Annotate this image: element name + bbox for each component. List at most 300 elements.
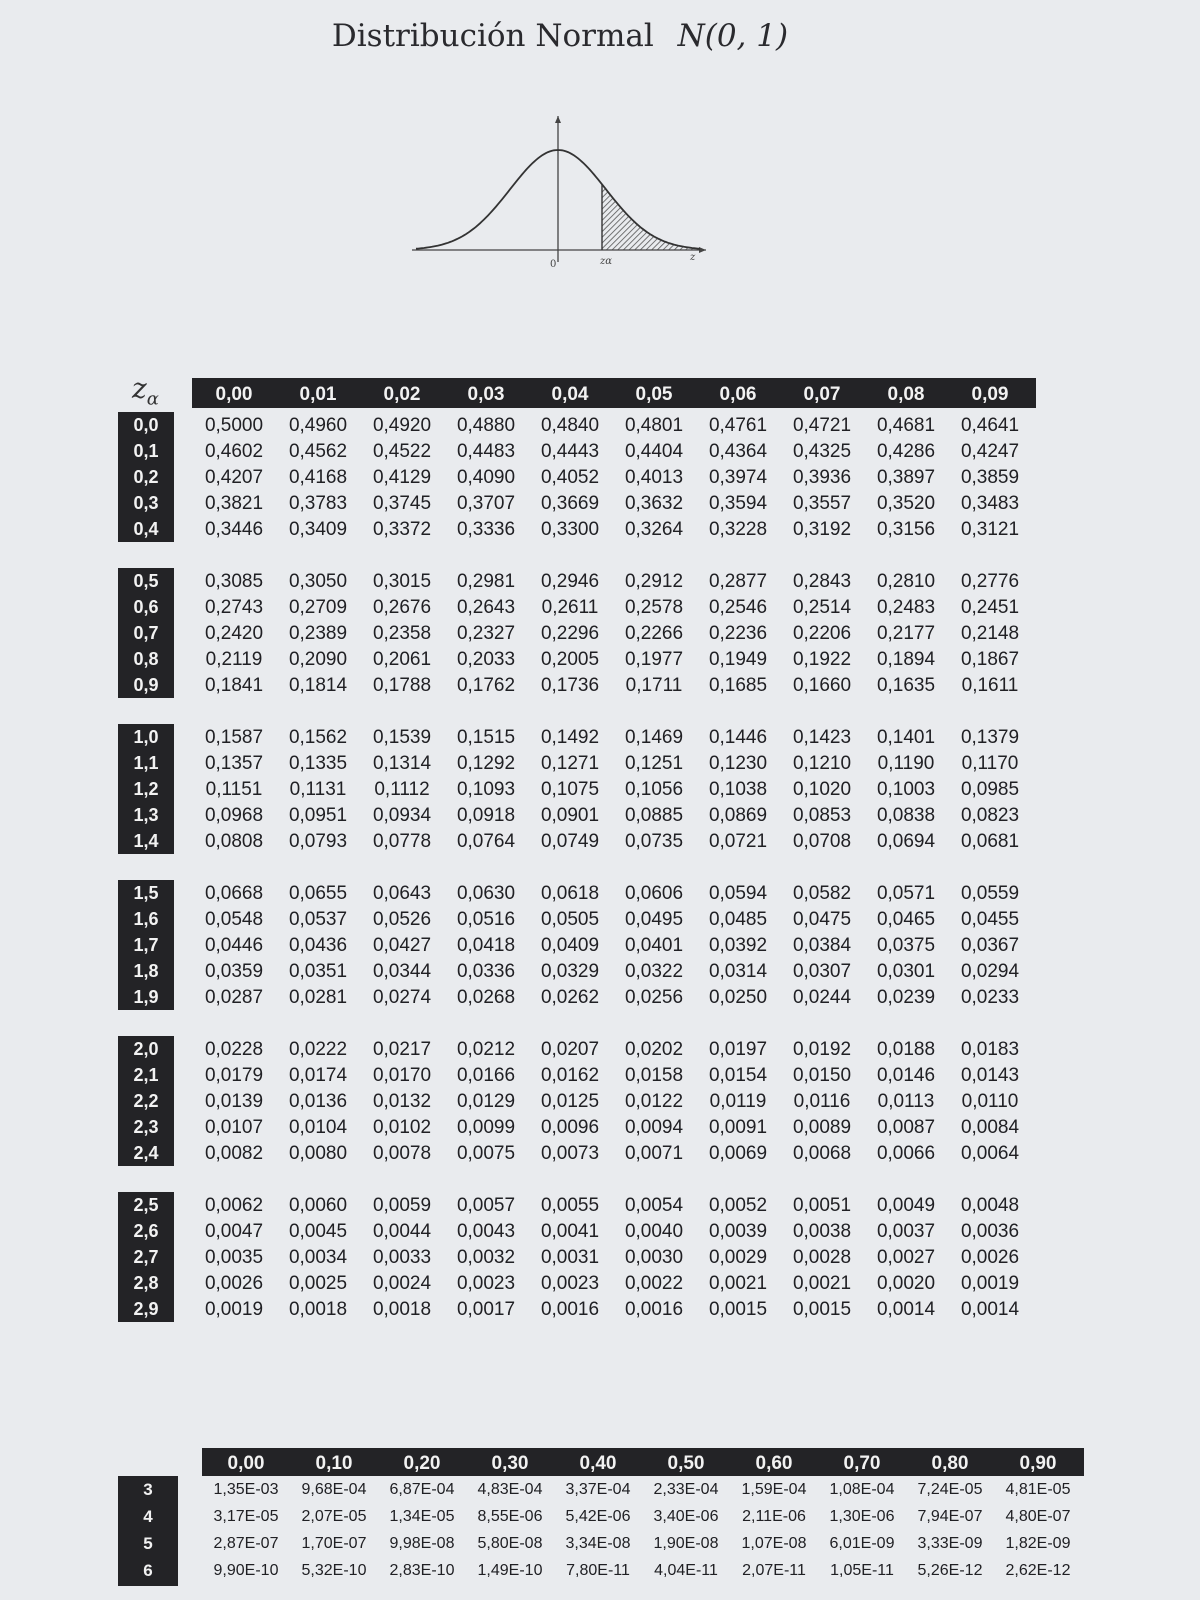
table-cell: 0,2912: [624, 571, 684, 592]
table-cell: 0,0021: [792, 1273, 852, 1294]
column-header: 0,05: [635, 384, 673, 405]
extended-table-cell: 2,11E-06: [742, 1508, 806, 1525]
table-cell: 0,0188: [876, 1039, 936, 1060]
row-label: 2,6: [133, 1221, 159, 1241]
table-cell: 0,0778: [372, 831, 432, 852]
extended-column-header: 0,80: [931, 1453, 969, 1474]
table-cell: 0,2743: [204, 597, 264, 618]
table-cell: 0,3264: [624, 519, 684, 540]
extended-table-cell: 1,35E-03: [213, 1481, 279, 1498]
extended-column-header-bar: [202, 1448, 1084, 1476]
table-cell: 0,3745: [372, 493, 432, 514]
table-cell: 0,0059: [372, 1195, 432, 1216]
row-label-block: [118, 880, 174, 1010]
table-cell: 0,4090: [456, 467, 516, 488]
table-cell: 0,4247: [960, 441, 1020, 462]
table-cell: 0,0749: [540, 831, 600, 852]
title-math: N(0, 1): [677, 18, 789, 54]
extended-table-cell: 5,32E-10: [301, 1562, 367, 1579]
table-cell: 0,0256: [624, 987, 684, 1008]
column-header-bar: [192, 378, 1036, 408]
table-cell: 0,3409: [288, 519, 348, 540]
table-cell: 0,0344: [372, 961, 432, 982]
table-cell: 0,2389: [288, 623, 348, 644]
table-cell: 0,4681: [876, 415, 936, 436]
table-cell: 0,4761: [708, 415, 768, 436]
table-cell: 0,0764: [456, 831, 516, 852]
table-cell: 0,0351: [288, 961, 348, 982]
table-cell: 0,0043: [456, 1221, 516, 1242]
table-cell: 0,0075: [456, 1143, 516, 1164]
extended-table-cell: 3,34E-08: [565, 1535, 631, 1552]
table-cell: 0,0951: [288, 805, 348, 826]
table-cell: 0,0436: [288, 935, 348, 956]
table-cell: 0,2119: [205, 649, 263, 670]
row-label: 0,1: [133, 441, 159, 461]
table-cell: 0,0192: [792, 1039, 852, 1060]
row-label-block: [118, 568, 174, 698]
table-cell: 0,0027: [876, 1247, 936, 1268]
table-cell: 0,3821: [204, 493, 264, 514]
row-label: 0,3: [133, 493, 159, 513]
row-label: 2,2: [133, 1091, 159, 1111]
z-axis-label: z: [690, 252, 696, 263]
column-header: 0,07: [803, 384, 841, 405]
table-cell: 0,3859: [960, 467, 1020, 488]
table-cell: 0,3372: [372, 519, 432, 540]
table-cell: 0,0015: [792, 1299, 852, 1320]
table-cell: 0,0066: [876, 1143, 936, 1164]
table-cell: 0,0694: [876, 831, 936, 852]
table-cell: 0,2206: [792, 623, 852, 644]
table-cell: 0,0934: [372, 805, 432, 826]
table-cell: 0,0207: [540, 1039, 600, 1060]
table-cell: 0,0606: [624, 883, 684, 904]
table-cell: 0,3015: [372, 571, 432, 592]
table-cell: 0,0018: [372, 1299, 432, 1320]
table-cell: 0,3707: [456, 493, 516, 514]
table-cell: 0,0968: [204, 805, 264, 826]
extended-table-cell: 1,08E-04: [829, 1481, 895, 1498]
table-cell: 0,1210: [792, 753, 852, 774]
table-cell: 0,0014: [960, 1299, 1020, 1320]
row-label: 0,7: [133, 623, 159, 643]
table-cell: 0,1949: [708, 649, 768, 670]
table-cell: 0,0869: [708, 805, 768, 826]
row-label: 2,7: [133, 1247, 159, 1267]
table-cell: 0,1562: [288, 727, 348, 748]
extended-table-cell: 2,62E-12: [1005, 1562, 1071, 1579]
table-cell: 0,0274: [372, 987, 432, 1008]
table-cell: 0,3594: [708, 493, 768, 514]
column-header: 0,02: [383, 384, 421, 405]
table-cell: 0,0384: [792, 935, 852, 956]
table-cell: 0,1401: [876, 727, 936, 748]
table-cell: 0,1292: [456, 753, 516, 774]
extended-row-label: 4: [143, 1507, 153, 1526]
table-cell: 0,0033: [372, 1247, 432, 1268]
table-cell: 0,0516: [456, 909, 516, 930]
table-cell: 0,0039: [708, 1221, 768, 1242]
table-cell: 0,2033: [456, 649, 516, 670]
row-label: 0,4: [133, 519, 159, 539]
table-cell: 0,0019: [960, 1273, 1020, 1294]
table-cell: 0,1736: [540, 675, 600, 696]
table-cell: 0,0048: [960, 1195, 1020, 1216]
table-cell: 0,0901: [540, 805, 600, 826]
table-cell: 0,0016: [540, 1299, 600, 1320]
table-cell: 0,2578: [624, 597, 684, 618]
table-cell: 0,0559: [960, 883, 1020, 904]
extended-table-cell: 8,55E-06: [477, 1508, 543, 1525]
table-cell: 0,0250: [708, 987, 768, 1008]
table-cell: 0,4483: [456, 441, 516, 462]
table-cell: 0,0808: [204, 831, 264, 852]
table-cell: 0,0029: [708, 1247, 768, 1268]
row-label: 1,9: [133, 987, 159, 1007]
table-cell: 0,4880: [456, 415, 516, 436]
table-cell: 0,0681: [960, 831, 1020, 852]
table-cell: 0,0409: [540, 935, 600, 956]
arrow-y: [555, 116, 561, 123]
table-cell: 0,0838: [876, 805, 936, 826]
extended-row-label: 6: [143, 1561, 153, 1580]
extended-column-header: 0,70: [843, 1453, 881, 1474]
table-cell: 0,0314: [708, 961, 768, 982]
table-cell: 0,2981: [456, 571, 516, 592]
table-cell: 0,0668: [204, 883, 264, 904]
table-cell: 0,0721: [708, 831, 768, 852]
table-cell: 0,5000: [204, 415, 264, 436]
table-cell: 0,2709: [288, 597, 348, 618]
table-cell: 0,3669: [540, 493, 600, 514]
extended-table-cell: 9,90E-10: [213, 1562, 279, 1579]
table-cell: 0,1711: [625, 675, 683, 696]
table-cell: 0,4129: [372, 467, 432, 488]
table-cell: 0,0139: [204, 1091, 264, 1112]
row-label: 0,5: [133, 571, 159, 591]
extended-table-cell: 2,33E-04: [653, 1481, 719, 1498]
table-cell: 0,1539: [372, 727, 432, 748]
page-title: [0, 18, 1120, 54]
table-cell: 0,0028: [792, 1247, 852, 1268]
extended-table-cell: 5,26E-12: [917, 1562, 983, 1579]
table-cell: 0,2676: [372, 597, 432, 618]
table-cell: 0,0038: [792, 1221, 852, 1242]
table-cell: 0,0099: [456, 1117, 516, 1138]
row-label: 2,5: [133, 1195, 159, 1215]
table-cell: 0,0202: [624, 1039, 684, 1060]
table-cell: 0,0017: [456, 1299, 516, 1320]
table-cell: 0,3228: [708, 519, 768, 540]
table-cell: 0,0035: [204, 1247, 264, 1268]
table-cell: 0,2005: [540, 649, 600, 670]
table-cell: 0,1611: [961, 675, 1019, 696]
table-cell: 0,1093: [456, 779, 516, 800]
table-cell: 0,1685: [708, 675, 768, 696]
table-cell: 0,0113: [877, 1091, 935, 1112]
table-cell: 0,1446: [708, 727, 768, 748]
table-cell: 0,0401: [624, 935, 684, 956]
table-cell: 0,3783: [288, 493, 348, 514]
extended-table-cell: 7,80E-11: [566, 1562, 630, 1579]
table-cell: 0,1357: [204, 753, 264, 774]
extended-column-header: 0,00: [227, 1453, 265, 1474]
table-cell: 0,0132: [372, 1091, 432, 1112]
z-alpha-label: zα: [600, 256, 613, 267]
table-cell: 0,2327: [456, 623, 516, 644]
table-cell: 0,0026: [204, 1273, 264, 1294]
extended-table-cell: 3,40E-06: [653, 1508, 719, 1525]
extended-table-cell: 7,94E-07: [917, 1508, 983, 1525]
row-label: 0,9: [133, 675, 159, 695]
table-cell: 0,4325: [792, 441, 852, 462]
table-cell: 0,1841: [204, 675, 264, 696]
table-cell: 0,0427: [372, 935, 432, 956]
table-cell: 0,0102: [372, 1117, 432, 1138]
table-cell: 0,0055: [540, 1195, 600, 1216]
table-cell: 0,0014: [876, 1299, 936, 1320]
table-cell: 0,2810: [876, 571, 936, 592]
extended-table-cell: 1,30E-06: [829, 1508, 895, 1525]
table-cell: 0,0853: [792, 805, 852, 826]
origin-label: 0: [550, 259, 557, 270]
table-cell: 0,1469: [624, 727, 684, 748]
table-cell: 0,1251: [624, 753, 684, 774]
table-cell: 0,0054: [624, 1195, 684, 1216]
table-cell: 0,4522: [372, 441, 432, 462]
table-cell: 0,2177: [876, 623, 936, 644]
table-cell: 0,3336: [456, 519, 516, 540]
table-cell: 0,0018: [288, 1299, 348, 1320]
table-cell: 0,0823: [960, 805, 1020, 826]
row-label: 1,8: [133, 961, 159, 981]
table-cell: 0,4404: [624, 441, 684, 462]
table-cell: 0,0023: [456, 1273, 516, 1294]
table-cell: 0,0022: [624, 1273, 684, 1294]
table-cell: 0,0735: [624, 831, 684, 852]
table-cell: 0,0262: [540, 987, 600, 1008]
row-label: 1,3: [133, 805, 159, 825]
table-cell: 0,0031: [540, 1247, 600, 1268]
row-label-block: [118, 1192, 174, 1322]
table-cell: 0,0091: [708, 1117, 768, 1138]
table-cell: 0,1038: [708, 779, 768, 800]
table-cell: 0,1314: [372, 753, 432, 774]
table-cell: 0,3897: [876, 467, 936, 488]
table-cell: 0,4013: [624, 467, 684, 488]
extended-table-cell: 2,83E-10: [389, 1562, 455, 1579]
table-cell: 0,0307: [792, 961, 852, 982]
table-cell: 0,2358: [372, 623, 432, 644]
table-cell: 0,1894: [876, 649, 936, 670]
table-cell: 0,3050: [288, 571, 348, 592]
row-label-block: [118, 412, 174, 542]
table-cell: 0,0052: [708, 1195, 768, 1216]
table-cell: 0,1271: [540, 753, 600, 774]
extended-table-cell: 4,83E-04: [477, 1481, 543, 1498]
table-cell: 0,0049: [876, 1195, 936, 1216]
corner-label: [132, 372, 159, 410]
table-cell: 0,0179: [204, 1065, 264, 1086]
extended-table-cell: 1,70E-07: [301, 1535, 367, 1552]
row-label: 0,2: [133, 467, 159, 487]
table-cell: 0,0110: [961, 1091, 1019, 1112]
table-cell: 0,2236: [708, 623, 768, 644]
table-cell: 0,0485: [708, 909, 768, 930]
column-header: 0,06: [719, 384, 757, 405]
table-cell: 0,0032: [456, 1247, 516, 1268]
table-cell: 0,0222: [288, 1039, 348, 1060]
row-label: 0,6: [133, 597, 159, 617]
table-cell: 0,2877: [708, 571, 768, 592]
table-cell: 0,2420: [204, 623, 264, 644]
row-label: 1,0: [133, 727, 159, 747]
table-cell: 0,4286: [876, 441, 936, 462]
table-cell: 0,0174: [288, 1065, 348, 1086]
table-cell: 0,0239: [876, 987, 936, 1008]
table-cell: 0,1660: [792, 675, 852, 696]
table-cell: 0,2090: [288, 649, 348, 670]
extended-table-cell: 4,80E-07: [1005, 1508, 1071, 1525]
table-cell: 0,0125: [540, 1091, 600, 1112]
table-cell: 0,0129: [456, 1091, 516, 1112]
extended-table-cell: 1,07E-08: [741, 1535, 807, 1552]
column-header: 0,01: [299, 384, 337, 405]
table-cell: 0,0455: [960, 909, 1020, 930]
table-cell: 0,1190: [877, 753, 935, 774]
table-cell: 0,0166: [456, 1065, 516, 1086]
table-cell: 0,0094: [624, 1117, 684, 1138]
table-cell: 0,0080: [288, 1143, 348, 1164]
extended-table-cell: 5,80E-08: [477, 1535, 543, 1552]
table-cell: 0,2643: [456, 597, 516, 618]
table-cell: 0,1977: [624, 649, 684, 670]
table-cell: 0,0154: [708, 1065, 768, 1086]
table-cell: 0,3192: [792, 519, 852, 540]
row-label: 2,0: [133, 1039, 159, 1059]
extended-column-header: 0,90: [1019, 1453, 1057, 1474]
table-cell: 0,0526: [372, 909, 432, 930]
extended-column-header: 0,50: [667, 1453, 705, 1474]
table-cell: 0,0015: [708, 1299, 768, 1320]
extended-table-cell: 9,68E-04: [301, 1481, 367, 1498]
table-cell: 0,1131: [289, 779, 347, 800]
table-cell: 0,0089: [792, 1117, 852, 1138]
table-cell: 0,3446: [204, 519, 264, 540]
table-cell: 0,0233: [960, 987, 1020, 1008]
row-label-block: [118, 724, 174, 854]
table-cell: 0,0087: [876, 1117, 936, 1138]
table-cell: 0,0446: [204, 935, 264, 956]
extended-table-cell: 3,33E-09: [917, 1535, 983, 1552]
table-cell: 0,0281: [288, 987, 348, 1008]
table-cell: 0,0096: [540, 1117, 600, 1138]
table-cell: 0,0034: [288, 1247, 348, 1268]
table-cell: 0,0024: [372, 1273, 432, 1294]
tail-area: [602, 184, 700, 250]
table-cell: 0,1075: [540, 779, 600, 800]
table-cell: 0,0041: [540, 1221, 600, 1242]
table-cell: 0,2148: [960, 623, 1020, 644]
table-cell: 0,1867: [960, 649, 1020, 670]
table-cell: 0,0571: [876, 883, 936, 904]
table-cell: 0,3557: [792, 493, 852, 514]
table-cell: 0,3300: [540, 519, 600, 540]
extended-table-cell: 1,59E-04: [741, 1481, 807, 1498]
row-label: 2,1: [133, 1065, 159, 1085]
extended-table-cell: 2,07E-05: [301, 1508, 367, 1525]
row-label: 0,0: [133, 415, 159, 435]
table-cell: 0,0122: [624, 1091, 684, 1112]
table-cell: 0,0082: [204, 1143, 264, 1164]
normal-curve-figure: [410, 112, 720, 282]
table-cell: 0,1762: [456, 675, 516, 696]
table-cell: 0,0051: [792, 1195, 852, 1216]
table-cell: 0,0119: [709, 1091, 767, 1112]
extended-table-cell: 7,24E-05: [917, 1481, 983, 1498]
table-cell: 0,1020: [792, 779, 852, 800]
table-cell: 0,0793: [288, 831, 348, 852]
table-cell: 0,4721: [792, 415, 852, 436]
table-cell: 0,0037: [876, 1221, 936, 1242]
table-cell: 0,0294: [960, 961, 1020, 982]
arrow-x: [699, 247, 706, 253]
table-cell: 0,3936: [792, 467, 852, 488]
table-cell: 0,0084: [960, 1117, 1020, 1138]
table-cell: 0,0359: [204, 961, 264, 982]
table-cell: 0,0069: [708, 1143, 768, 1164]
column-header: 0,08: [887, 384, 925, 405]
table-cell: 0,2483: [876, 597, 936, 618]
title-text: Distribución Normal: [331, 18, 654, 54]
table-cell: 0,0116: [793, 1091, 851, 1112]
table-cell: 0,0143: [960, 1065, 1020, 1086]
row-label: 1,1: [133, 753, 159, 773]
extended-column-header: 0,40: [579, 1453, 617, 1474]
table-cell: 0,0136: [288, 1091, 348, 1112]
table-cell: 0,0021: [708, 1273, 768, 1294]
row-label: 2,8: [133, 1273, 159, 1293]
table-cell: 0,0040: [624, 1221, 684, 1242]
table-cell: 0,2611: [541, 597, 599, 618]
row-label: 1,6: [133, 909, 159, 929]
table-cell: 0,1379: [960, 727, 1020, 748]
table-cell: 0,1423: [792, 727, 852, 748]
table-cell: 0,0057: [456, 1195, 516, 1216]
table-cell: 0,0985: [960, 779, 1020, 800]
table-cell: 0,0322: [624, 961, 684, 982]
extended-row-label: 3: [143, 1480, 153, 1499]
table-cell: 0,1056: [624, 779, 684, 800]
extended-table-cell: 1,82E-09: [1005, 1535, 1071, 1552]
table-cell: 0,2946: [540, 571, 600, 592]
table-cell: 0,4052: [540, 467, 600, 488]
table-cell: 0,0495: [624, 909, 684, 930]
extended-table-cell: 3,17E-05: [213, 1508, 279, 1525]
table-cell: 0,0212: [456, 1039, 516, 1060]
extended-table-cell: 4,04E-11: [654, 1562, 718, 1579]
table-cell: 0,4920: [372, 415, 432, 436]
row-label: 2,3: [133, 1117, 159, 1137]
table-cell: 0,0655: [288, 883, 348, 904]
table-cell: 0,1635: [876, 675, 936, 696]
corner-alpha: α: [146, 388, 159, 410]
table-cell: 0,0630: [456, 883, 516, 904]
extended-column-header: 0,20: [403, 1453, 441, 1474]
table-cell: 0,0475: [792, 909, 852, 930]
table-cell: 0,1151: [205, 779, 263, 800]
